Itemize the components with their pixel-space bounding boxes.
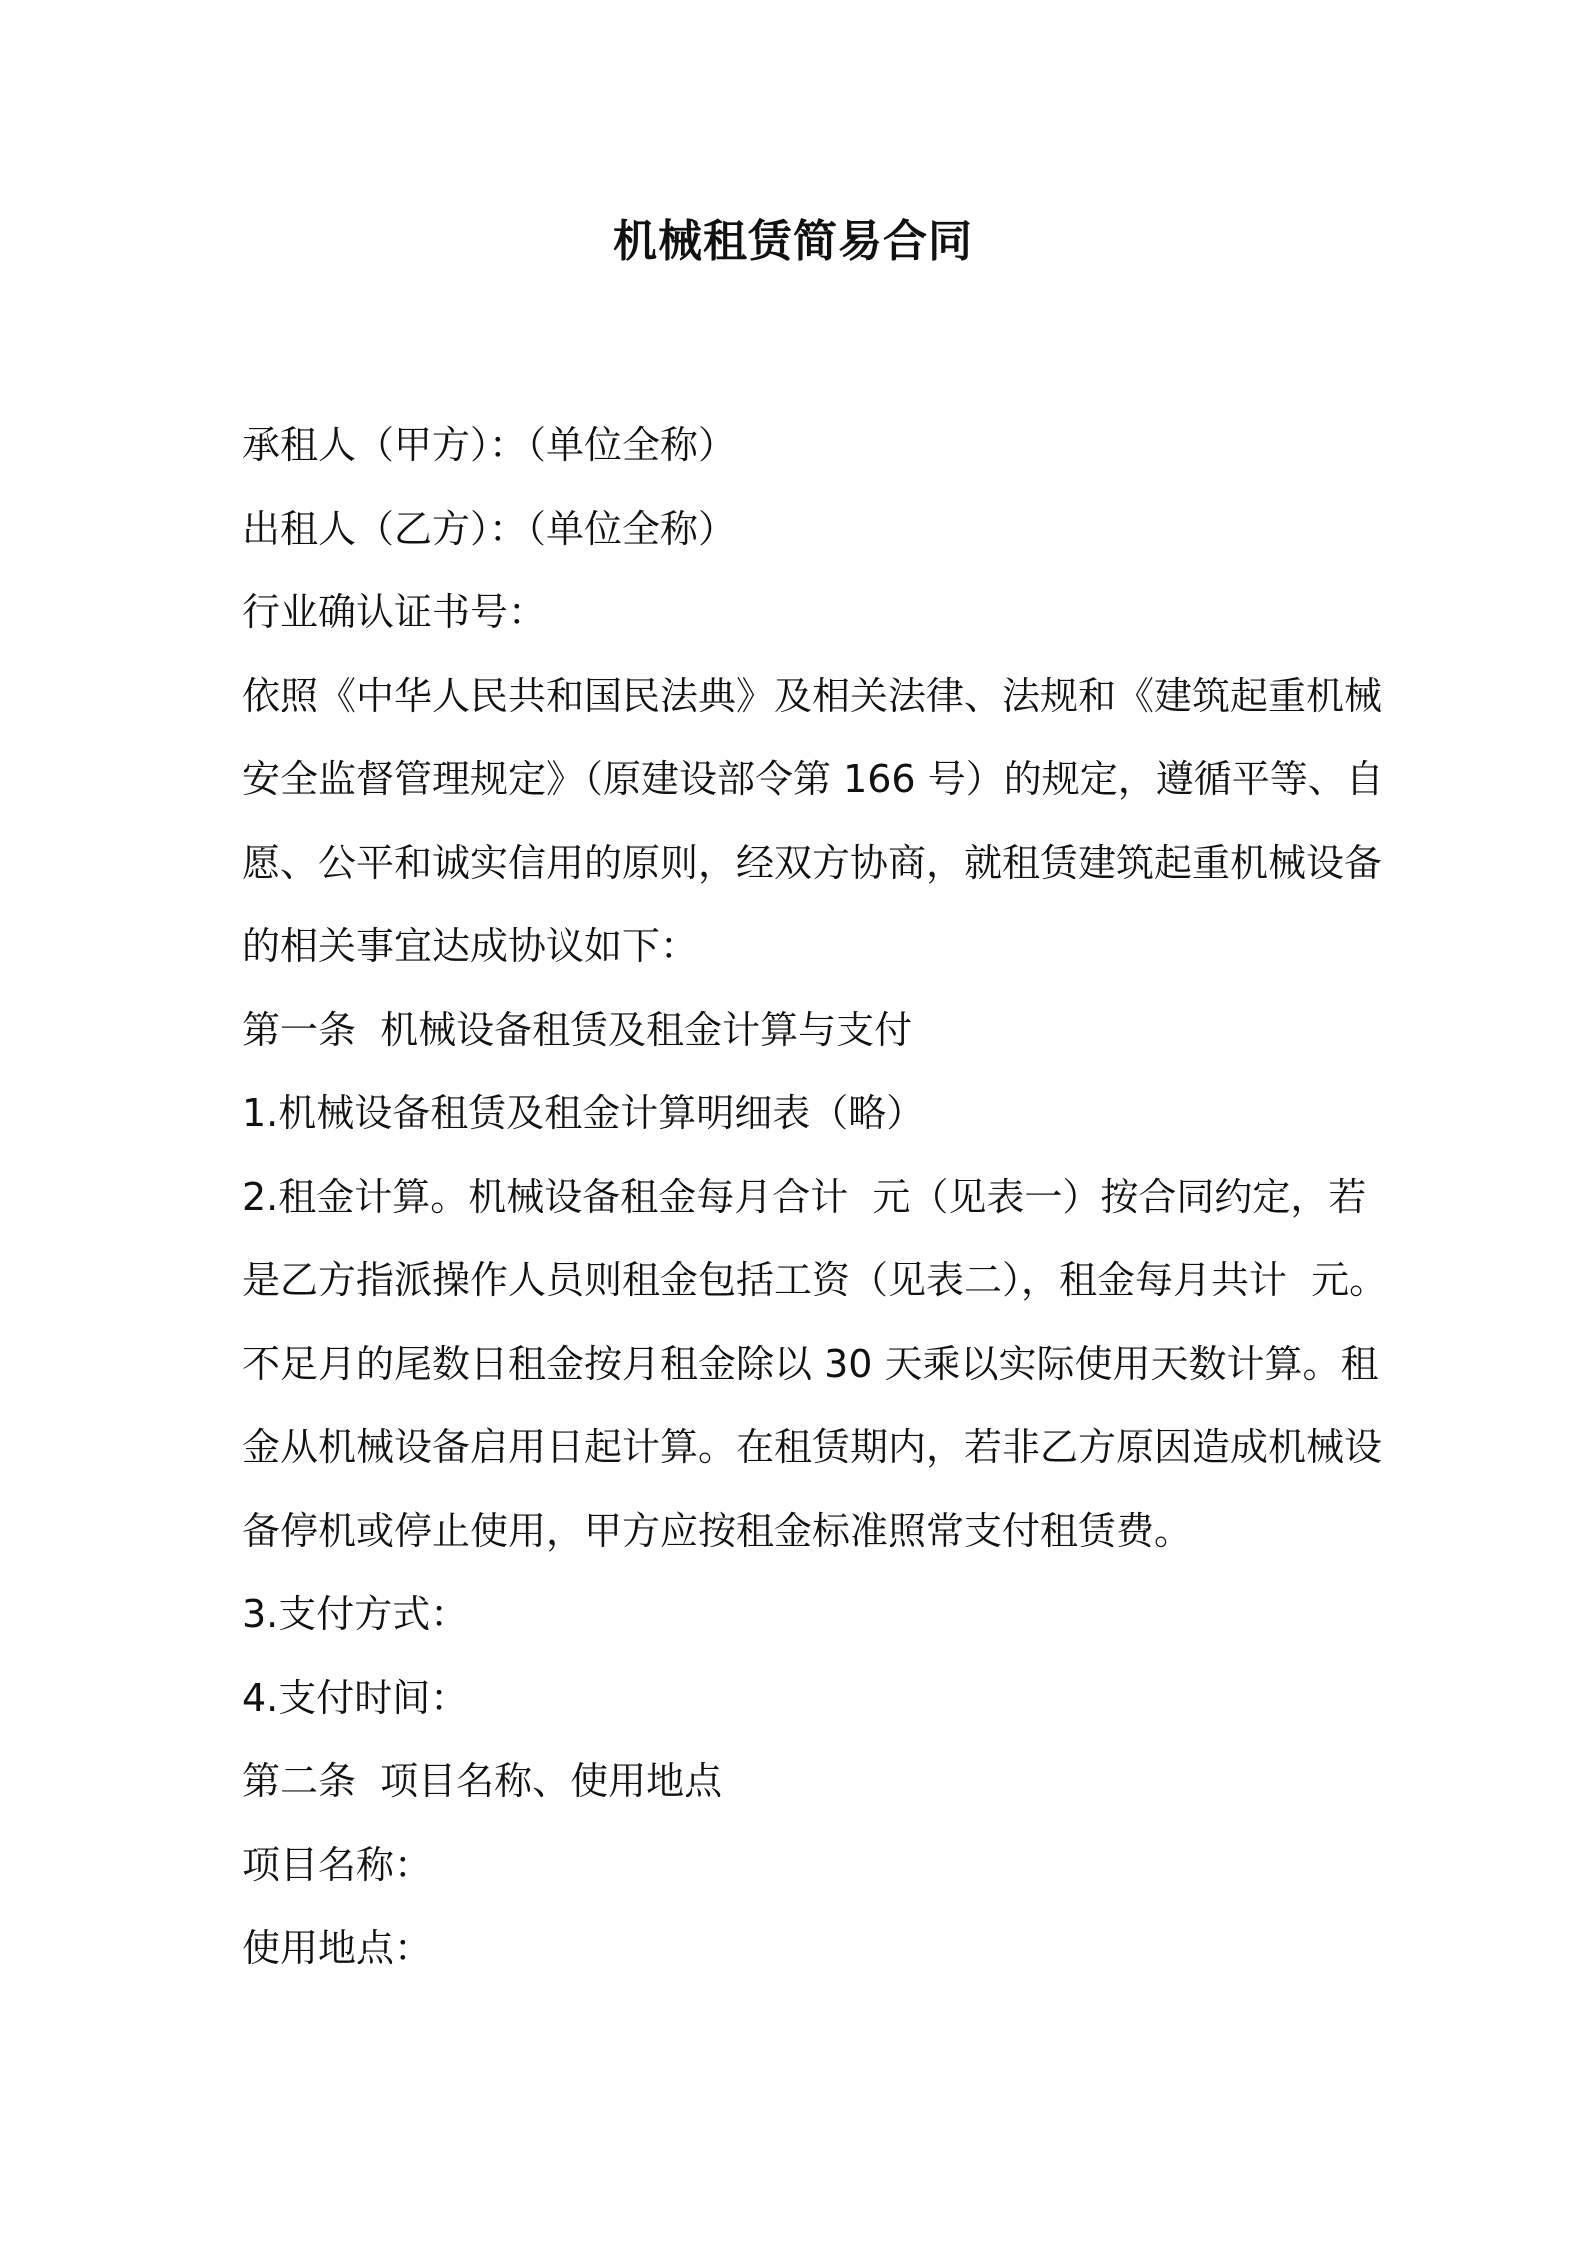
preamble-line: 愿、公平和诚实信用的原则，经双方协商，就租赁建筑起重机械设备 [242, 840, 1383, 885]
article1-item2-line: 是乙方指派操作人员则租金包括工资（见表二），租金每月共计 元。 [242, 1258, 1388, 1302]
preamble-line: 安全监督管理规定》（原建设部令第 166 号）的规定，遵循平等、自 [242, 757, 1384, 801]
article1-heading: 第一条 机械设备租赁及租金计算与支付 [242, 1007, 913, 1052]
lessee-line: 承租人（甲方）：（单位全称） [242, 423, 737, 467]
certificate-line: 行业确认证书号： [242, 590, 547, 634]
preamble-line: 依照《中华人民共和国民法典》及相关法律、法规和《建筑起重机械 [242, 673, 1383, 718]
document-title: 机械租赁简易合同 [613, 216, 973, 267]
document-body [242, 404, 1388, 1991]
article2-heading: 第二条 项目名称、使用地点 [242, 1759, 723, 1803]
article1-item2-line: 备停机或停止使用，甲方应按租金标准照常支付租赁费。 [242, 1508, 1193, 1553]
article1-item1: 1.机械设备租赁及租金计算明细表（略） [242, 1091, 925, 1135]
project-name-line: 项目名称： [242, 1842, 433, 1887]
article1-item2-line: 2.租金计算。机械设备租金每月合计 元（见表一）按合同约定，若 [242, 1174, 1367, 1219]
lessor-line: 出租人（乙方）：（单位全称） [242, 506, 737, 551]
article1-item2-line: 金从机械设备启用日起计算。在租赁期内，若非乙方原因造成机械设 [242, 1425, 1383, 1469]
article1-item2-line: 不足月的尾数日租金按月租金除以 30 天乘以实际使用天数计算。租 [242, 1341, 1379, 1386]
location-line: 使用地点： [242, 1926, 433, 1970]
article1-item3: 3.支付方式： [242, 1592, 469, 1636]
preamble-line: 的相关事宜达成协议如下： [242, 924, 699, 968]
article1-item4: 4.支付时间： [242, 1675, 469, 1720]
